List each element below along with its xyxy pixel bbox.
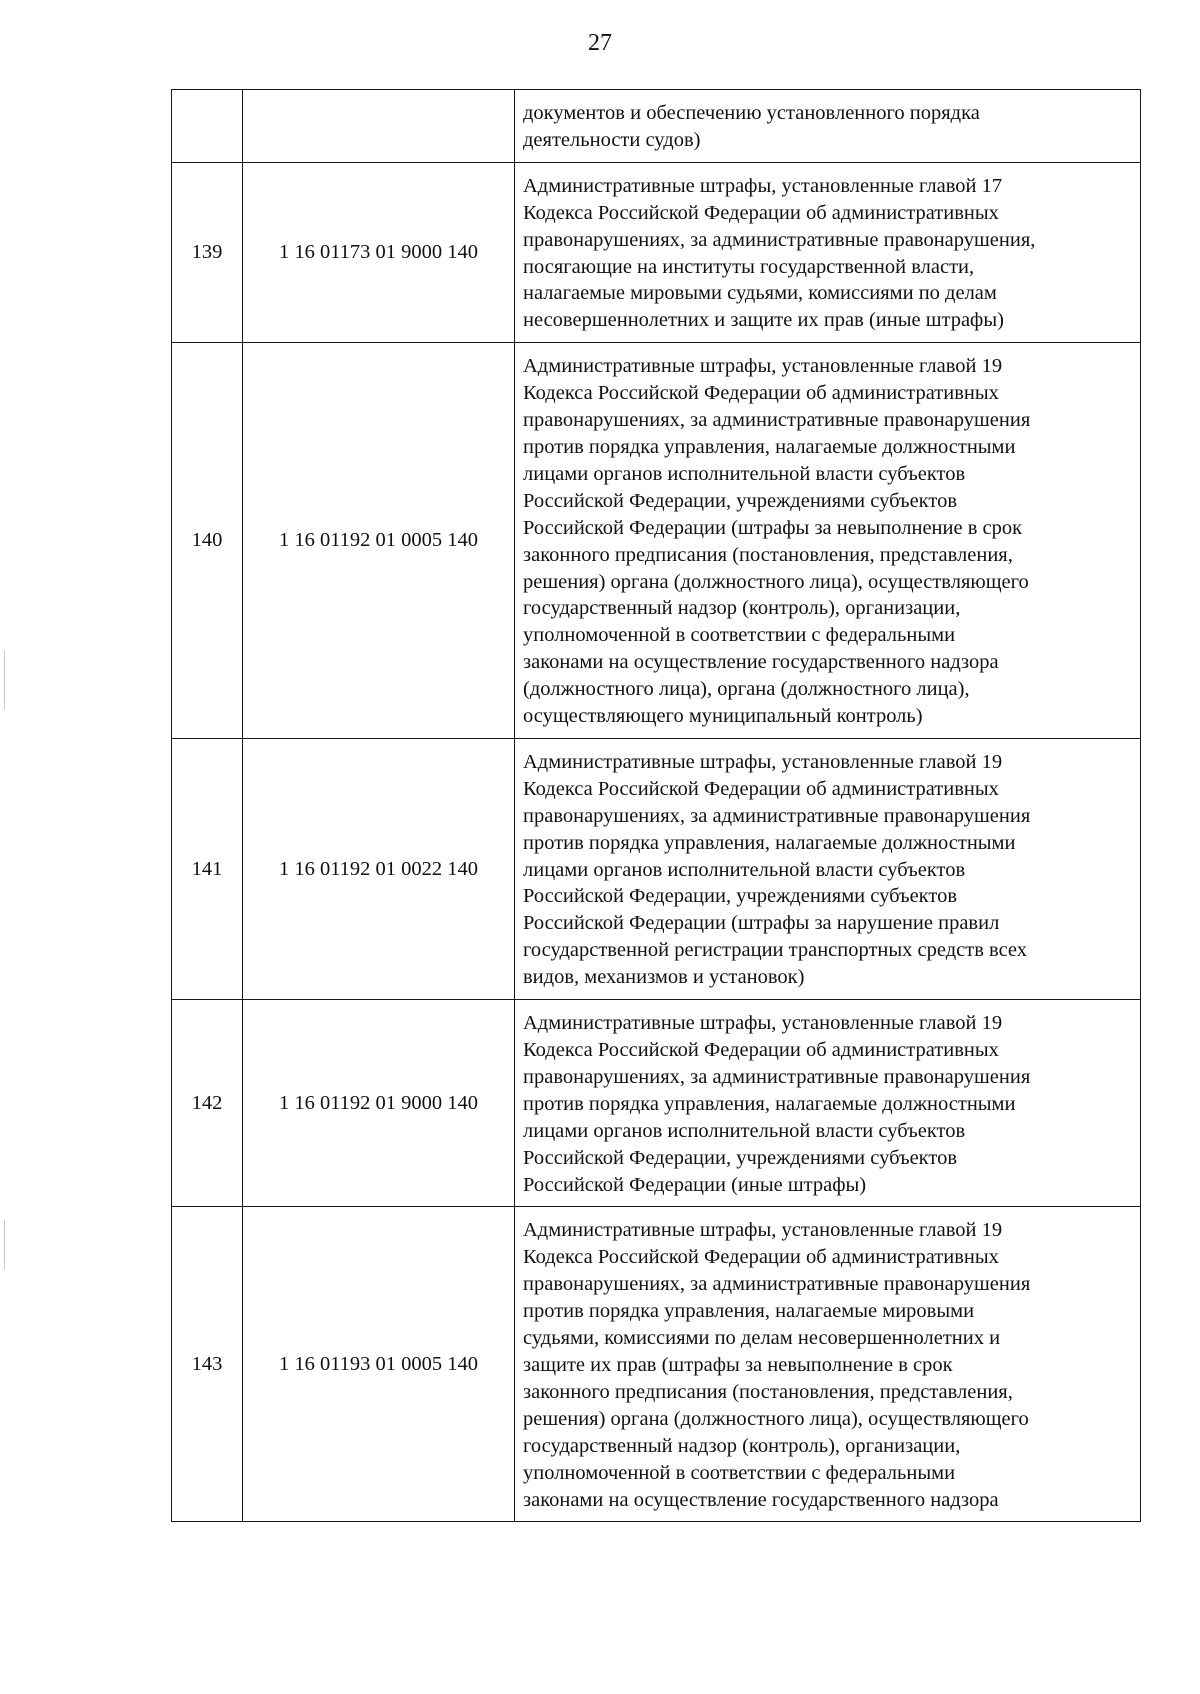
table-row (172, 90, 1141, 163)
description-text: Административные штрафы, установленные главой 19 Кодекса Российской Федерации об административных правонарушениях, за административные правонарушения против порядка управления, налагаемые должностными лицами органов исполнительной власти субъектов Российской Федерации, учреждениями субъектов Российской Федерации (штрафы за нарушение правил государственной регистрации транспортных средств всех видов, механизмов и установок) (523, 750, 1031, 989)
row-number-cell: 139 (172, 162, 243, 342)
budget-code-cell: 1 16 01192 01 9000 140 (243, 1000, 515, 1207)
description-cell (515, 343, 1141, 739)
description-text: Административные штрафы, установленные главой 17 Кодекса Российской Федерации об административных правонарушениях, за административные правонарушения, посягающие на институты государственной власти, налагаемые мировыми судьями, комиссиями по делам несовершеннолетних и защите их прав (иные штрафы) (523, 174, 1036, 332)
table-row (172, 162, 1141, 342)
table-row (172, 1207, 1141, 1522)
row-number-cell: 143 (172, 1207, 243, 1522)
description-text: Административные штрафы, установленные главой 19 Кодекса Российской Федерации об административных правонарушениях, за административные правонарушения против порядка управления, налагаемые должностными лицами органов исполнительной власти субъектов Российской Федерации, учреждениями субъектов Российской Федерации (иные штрафы) (523, 1012, 1031, 1196)
budget-code-cell: 1 16 01192 01 0005 140 (243, 343, 515, 739)
budget-code-cell: 1 16 01192 01 0022 140 (243, 738, 515, 999)
row-number-cell: 141 (172, 738, 243, 999)
budget-codes-table (171, 89, 1141, 1522)
description-cell (515, 1000, 1141, 1207)
description-cell (515, 1207, 1141, 1522)
budget-code-cell: 1 16 01193 01 0005 140 (243, 1207, 515, 1522)
description-cell (515, 738, 1141, 999)
table-row (172, 343, 1141, 739)
description-cell (515, 90, 1141, 163)
description-text: документов и обеспечению установленного порядка деятельности судов) (523, 102, 980, 151)
row-number-cell (172, 90, 243, 163)
page-number: 27 (588, 30, 612, 56)
budget-code-cell (243, 90, 515, 163)
table-row (172, 1000, 1141, 1207)
budget-code-cell: 1 16 01173 01 9000 140 (243, 162, 515, 342)
row-number-cell: 142 (172, 1000, 243, 1207)
table-row (172, 738, 1141, 999)
scan-artifact-line (4, 650, 5, 710)
description-text: Административные штрафы, установленные главой 19 Кодекса Российской Федерации об административных правонарушениях, за административные правонарушения против порядка управления, налагаемые должностными лицами органов исполнительной власти субъектов Российской Федерации, учреждениями субъектов Российской Федерации (штрафы за невыполнение в срок законного предписания (постановления, представления, решения) органа (должностного лица), осуществляющего государственный надзор (контроль), организации, уполномоченной в соответствии с федеральными законами на осуществление государственного надзора (должностного лица), органа (должностного лица), осуществляющего муниципальный контроль) (523, 355, 1031, 728)
scan-artifact-line (4, 1220, 5, 1270)
row-number-cell: 140 (172, 343, 243, 739)
description-text: Административные штрафы, установленные главой 19 Кодекса Российской Федерации об административных правонарушениях, за административные правонарушения против порядка управления, налагаемые мировыми судьями, комиссиями по делам несовершеннолетних и защите их прав (штрафы за невыполнение в срок законного предписания (постановления, представления, решения) органа (должностного лица), осуществляющего государственный надзор (контроль), организации, уполномоченной в соответствии с федеральными законами на осуществление государственного надзора (523, 1219, 1031, 1511)
description-cell (515, 162, 1141, 342)
